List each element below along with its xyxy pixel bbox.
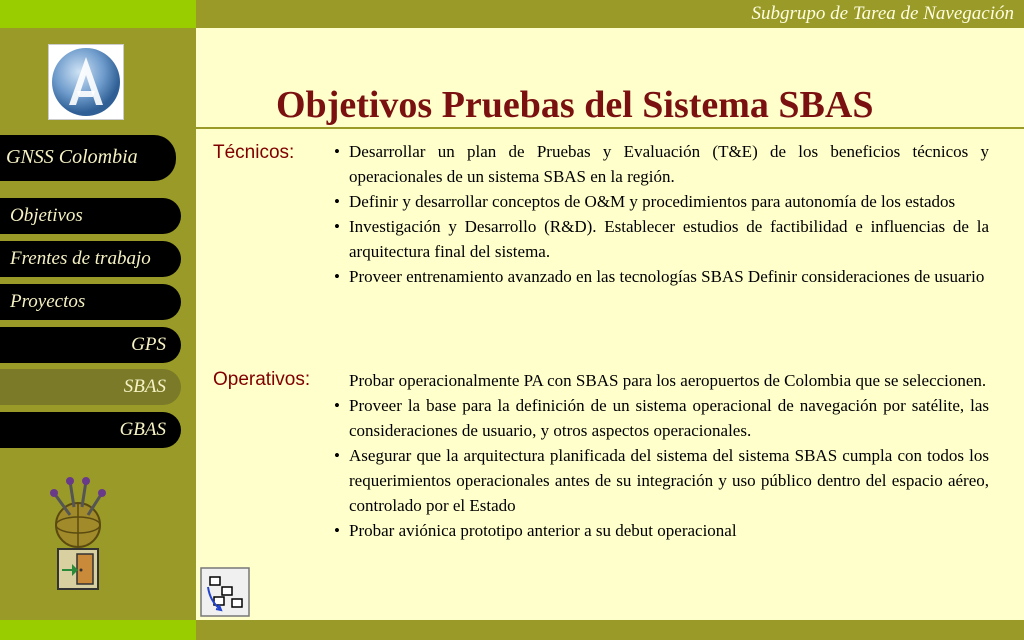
list-item: • Definir y desarrollar conceptos de O&M y procedimientos para autonomía de los estados [332, 189, 989, 214]
gnss-colombia-button[interactable] [0, 135, 176, 181]
list-item: • Probar aviónica prototipo anterior a su debut operacional [332, 518, 989, 543]
nav-item-sbas[interactable] [0, 369, 181, 405]
tecnicos-label: Técnicos: [213, 142, 295, 163]
nav-item-gbas[interactable] [0, 412, 181, 448]
operativos-list [332, 368, 989, 543]
nav-item-label: Frentes de trabajo [10, 248, 151, 269]
slide-title: Objetivos Pruebas del Sistema SBAS [276, 84, 874, 126]
title-divider [196, 127, 1024, 129]
nav-item-label: Proyectos [10, 291, 86, 312]
nav-item-label: Objetivos [10, 205, 83, 226]
operativos-label: Operativos: [213, 369, 311, 390]
list-item: • Proveer la base para la definición de un sistema operacional de navegación por satélite, las consideraciones de usuario, y otros aspectos operacionales. [332, 393, 989, 443]
globe-antennas-icon [40, 475, 120, 555]
list-item: • Proveer entrenamiento avanzado en las tecnologías SBAS Definir consideraciones de usuario [332, 264, 989, 289]
list-intro: Probar operacionalmente PA con SBAS para los aeropuertos de Colombia que se seleccionen. [349, 371, 987, 390]
list-item: • Investigación y Desarrollo (R&D). Establecer estudios de factibilidad e influencias de la arquitectura final del sistema. [332, 214, 989, 264]
exit-door-icon[interactable] [57, 548, 99, 590]
list-item: • Asegurar que la arquitectura planificada del sistema del sistema SBAS cumpla con todos los requerimientos operacionales antes de su integración y uso público dentro del espacio aéreo, controlado por el Estado [332, 443, 989, 518]
nav-item-objetivos[interactable] [0, 198, 181, 234]
nav-item-frentes[interactable] [0, 241, 181, 277]
aerocivil-logo [48, 44, 124, 120]
top-bar-accent [0, 0, 196, 28]
header-title: Subgrupo de Tarea de Navegación [751, 3, 1014, 24]
tecnicos-list [332, 139, 989, 289]
navigation-map-icon[interactable] [200, 567, 250, 617]
list-item: • Desarrollar un plan de Pruebas y Evaluación (T&E) de los beneficios técnicos y operacionales de un sistema SBAS en la región. [332, 139, 989, 189]
nav-item-label: SBAS [123, 376, 166, 397]
nav-item-gps[interactable] [0, 327, 181, 363]
nav-item-label: GBAS [119, 419, 166, 440]
bottom-bar-accent [0, 620, 196, 640]
gnss-label: GNSS Colombia [6, 146, 138, 168]
nav-item-proyectos[interactable] [0, 284, 181, 320]
nav-item-label: GPS [131, 334, 166, 355]
